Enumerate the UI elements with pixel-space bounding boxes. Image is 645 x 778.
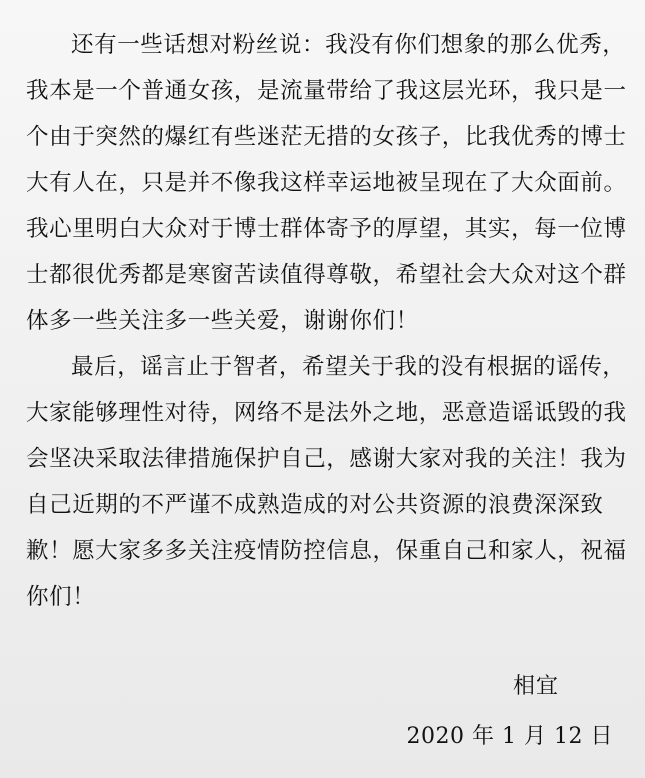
- text-line: 大家能够理性对待，网络不是法外之地，恶意造谣诋毁的我: [26, 400, 627, 426]
- text-line: 大有人在，只是并不像我这样幸运地被呈现在了大众面前。: [26, 170, 627, 196]
- text-line: 自己近期的不严谨不成熟造成的对公共资源的浪费深深致: [26, 492, 604, 518]
- paragraph-rumors: [26, 344, 626, 620]
- text-line: 我心里明白大众对于博士群体寄予的厚望，其实，每一位博: [26, 216, 627, 242]
- letter-date: 2020 年 1 月 12 日: [406, 724, 613, 749]
- text-line: 歉！愿大家多多关注疫情防控信息，保重自己和家人，祝福: [26, 538, 627, 564]
- text-line: 我本是一个普通女孩，是流量带给了我这层光环，我只是一: [26, 78, 627, 104]
- text-line: 士都很优秀都是寒窗苦读值得尊敬，希望社会大众对这个群: [26, 262, 627, 288]
- paragraph-fans: [26, 22, 626, 344]
- text-line: 体多一些关注多一些关爱，谢谢你们！: [26, 308, 419, 334]
- text-line: 你们！: [26, 584, 96, 610]
- letter-body: [26, 22, 626, 620]
- text-line: 还有一些话想对粉丝说：我没有你们想象的那么优秀，: [71, 32, 626, 58]
- text-line: 个由于突然的爆红有些迷茫无措的女孩子，比我优秀的博士: [26, 124, 627, 150]
- text-line: 会坚决采取法律措施保护自己，感谢大家对我的关注！我为: [26, 446, 627, 472]
- text-line: 最后，谣言止于智者，希望关于我的没有根据的谣传，: [71, 354, 626, 380]
- signature: 相宜: [512, 674, 559, 699]
